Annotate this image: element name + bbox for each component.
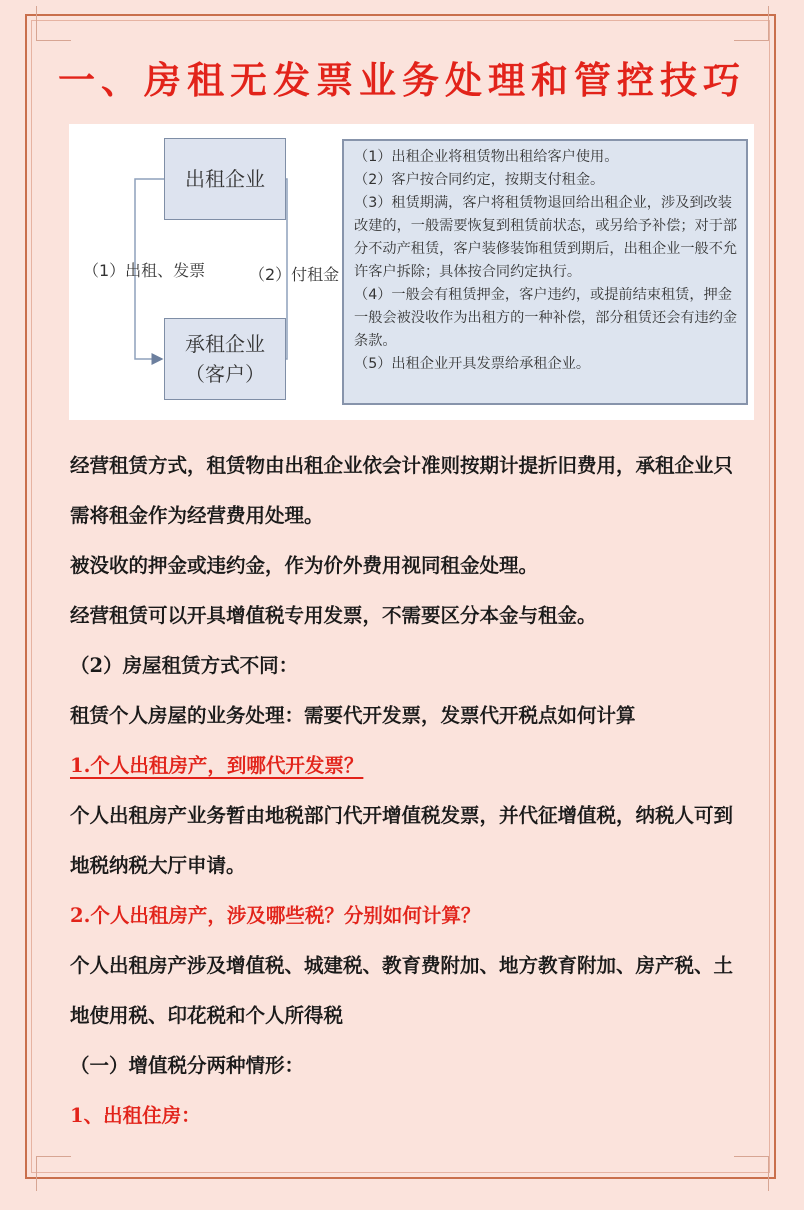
corner-mark-bottom-left: [36, 1156, 71, 1191]
section-heading: [70, 741, 740, 791]
arrow-right-label: （2）付租金: [249, 265, 340, 284]
paragraph: 个人出租房产业务暂由地税部门代开增值税发票，并代征增值税，纳税人可到地税纳税大厅申请。: [70, 804, 734, 877]
note-item: （3）租赁期满，客户将租赁物退回给出租企业，涉及到改装改建的，一般需要恢复到租赁前状态，或另给予补偿；对于部分不动产租赁，客户装修装饰租赁到期后，出租企业一般不允许客户拆除；具体按合同约定执行。: [354, 195, 738, 280]
lessor-box: [164, 138, 286, 220]
paragraph: 租赁个人房屋的业务处理：需要代开发票，发票代开税点如何计算: [70, 704, 636, 727]
lessee-label: 承租企业: [185, 332, 265, 356]
arrow-left-label: （1）出租、发票: [83, 261, 206, 280]
lease-flow-diagram: [69, 124, 754, 420]
note-item: （5）出租企业开具发票给承租企业。: [354, 356, 591, 372]
paragraph: （2）房屋租赁方式不同：: [70, 654, 299, 677]
corner-mark-top-left: [36, 6, 71, 41]
section-heading-text: 1.个人出租房产，到哪代开发票？: [70, 754, 364, 777]
paragraph: 经营租赁可以开具增值税专用发票，不需要区分本金与租金。: [70, 604, 597, 627]
lessee-box: [164, 318, 286, 400]
note-item: （4）一般会有租赁押金，客户违约，或提前结束租赁，押金一般会被没收作为出租方的一种补偿，部分租赁还会有违约金条款。: [354, 287, 738, 349]
lessee-sublabel: （客户）: [185, 362, 265, 386]
lease-notes-box: [342, 139, 748, 405]
paragraph: （一）增值税分两种情形：: [70, 1054, 305, 1077]
corner-mark-bottom-right: [734, 1156, 769, 1191]
note-item: （1）出租企业将租赁物出租给客户使用。: [354, 149, 619, 165]
section-heading: 1、出租住房：: [70, 1104, 201, 1127]
article-body: [70, 441, 740, 1141]
corner-mark-top-right: [734, 6, 769, 41]
paragraph: 被没收的押金或违约金，作为价外费用视同租金处理。: [70, 554, 539, 577]
lessor-label: 出租企业: [185, 167, 265, 191]
page-title: 一、房租无发票业务处理和管控技巧: [58, 58, 746, 102]
section-heading: 2.个人出租房产，涉及哪些税？分别如何计算？: [70, 904, 481, 927]
paragraph: 个人出租房产涉及增值税、城建税、教育费附加、地方教育附加、房产税、土地使用税、印花税和个人所得税: [70, 954, 734, 1027]
note-item: （2）客户按合同约定，按期支付租金。: [354, 172, 605, 188]
paragraph: 经营租赁方式，租赁物由出租企业依会计准则按期计提折旧费用，承租企业只需将租金作为经营费用处理。: [70, 454, 734, 527]
